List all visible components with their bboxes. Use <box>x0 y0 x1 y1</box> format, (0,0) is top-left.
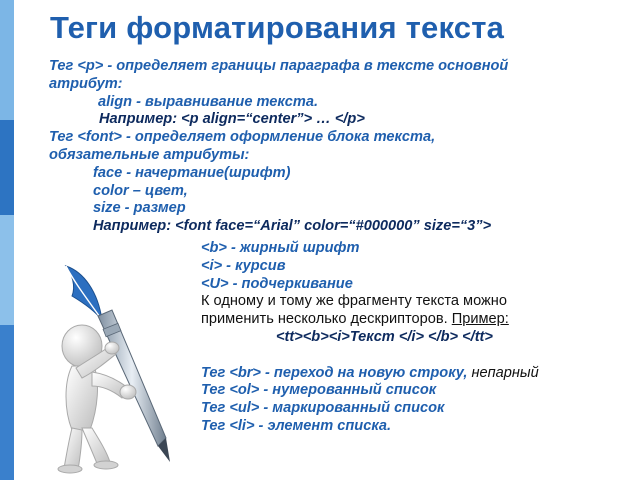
left-accent-segment-dark <box>0 325 14 480</box>
p-tag-align-attr: align - выравнивание текста. <box>98 93 319 110</box>
b-tag-line: <b> - жирный шрифт <box>201 240 360 256</box>
left-accent-segment-light-2 <box>0 215 14 325</box>
p-tag-example: Например: <p align=“center”> … </p> <box>99 111 365 128</box>
p-tag-line-2: атрибут: <box>49 75 123 92</box>
left-accent-segment-light <box>0 0 14 120</box>
feather-shape <box>66 266 102 320</box>
font-size-attr: size - размер <box>93 200 186 217</box>
left-accent-bar <box>0 0 14 480</box>
li-tag-line: Тег <li> - элемент списка. <box>201 417 392 434</box>
ul-tag-line: Тег <ul> - маркированный список <box>201 400 445 417</box>
page-title: Теги форматирования текста <box>50 10 505 45</box>
bottom-text-block <box>201 240 539 436</box>
font-color-attr: color – цвет, <box>93 182 188 199</box>
p-tag-line-1: Тег <p> - определяет границы параграфа в тексте основной <box>49 58 509 74</box>
top-text-block <box>49 58 508 236</box>
i-tag-line: <i> - курсив <box>201 257 286 274</box>
combo-line-1: К одному и тому же фрагменту текста можно <box>201 293 507 310</box>
ol-tag-line: Тег <ol> - нумерованный список <box>201 382 437 399</box>
font-tag-example: Например: <font face=“Arial” color=“#000000” size=“3”> <box>93 218 492 235</box>
font-tag-line-2: обязательные атрибуты: <box>49 146 250 163</box>
br-tag-line <box>201 365 539 383</box>
combo-example: <tt><b><i>Текст </i> </b> </tt> <box>276 328 493 345</box>
combo-line-2-text: применить несколько дескрипторов. <box>201 311 452 328</box>
figure-with-pen-illustration <box>54 262 194 474</box>
font-face-attr: face - начертание(шрифт) <box>93 164 291 181</box>
br-tag-extra: непарный <box>471 364 539 381</box>
br-tag-main: Тег <br> - переход на новую строку, <box>201 364 472 381</box>
font-tag-line-1: Тег <font> - определяет оформление блока текста, <box>49 129 436 146</box>
spacer-line <box>201 347 539 365</box>
u-tag-line: <U> - подчеркивание <box>201 275 353 292</box>
combo-line-2 <box>201 311 539 329</box>
combo-example-label: Пример: <box>451 311 509 328</box>
left-accent-segment-mid <box>0 120 14 215</box>
